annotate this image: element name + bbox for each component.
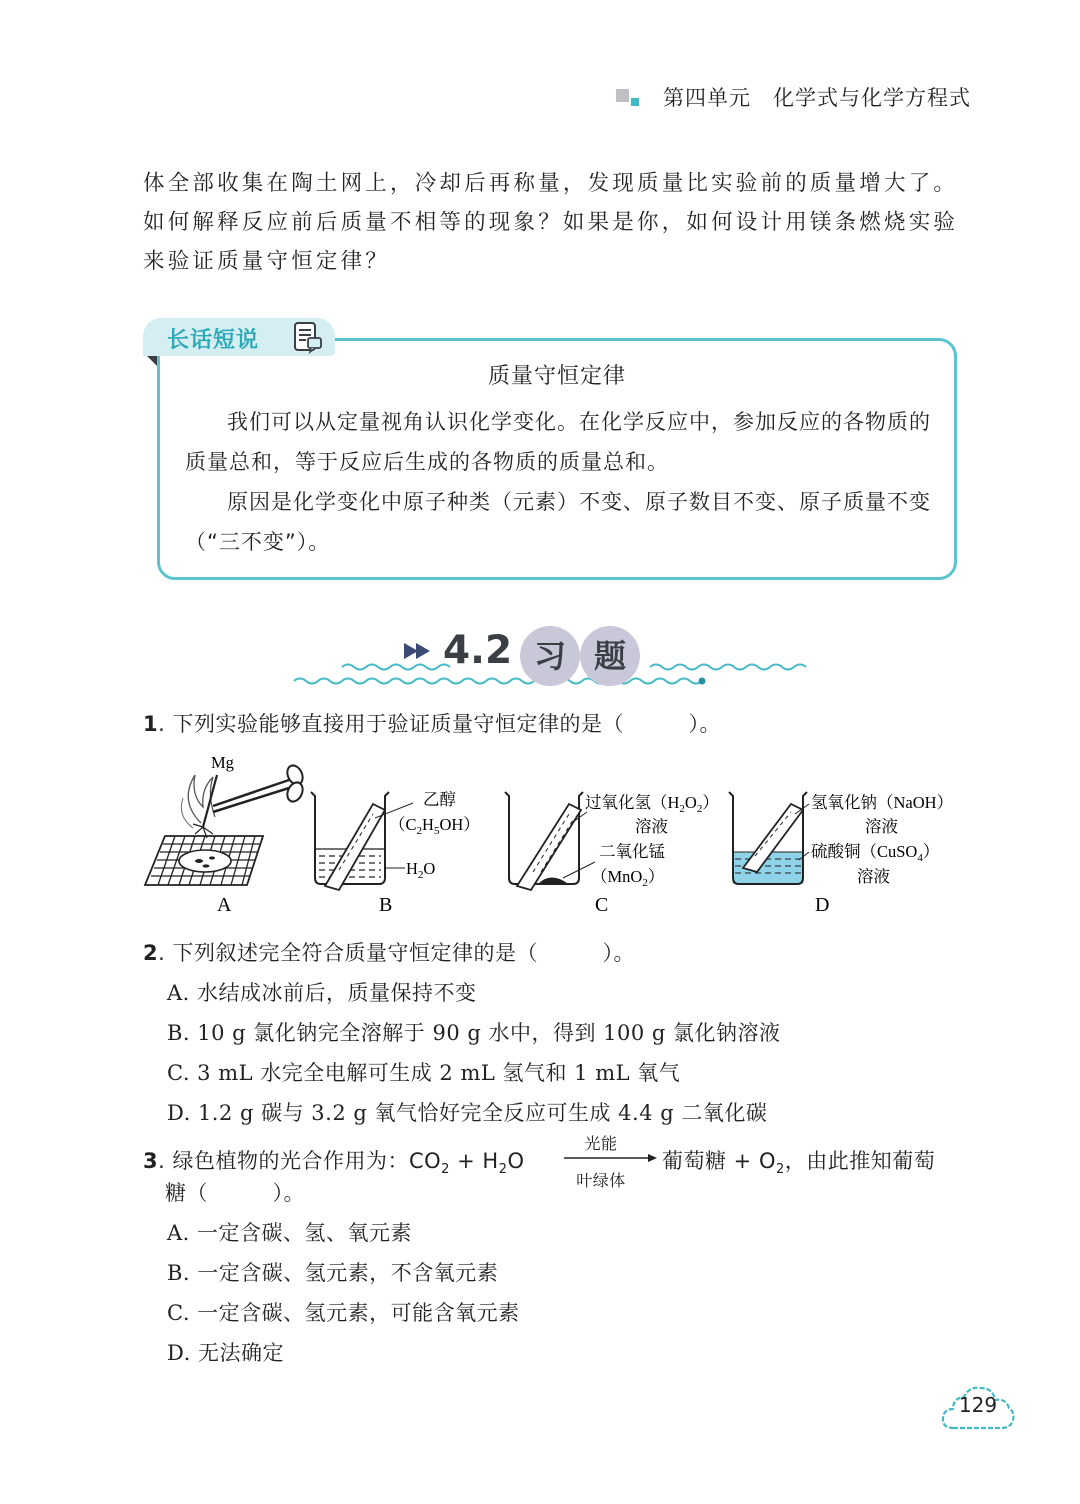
question-3-stem-start: . 绿色植物的光合作用为：CO <box>158 1149 442 1173</box>
question-2-option-d: D. 1.2 g 碳与 3.2 g 氧气恰好完全反应可生成 4.4 g 二氧化碳 <box>167 1101 768 1125</box>
label-mno2-formula: （MnO$_2$） <box>591 867 665 889</box>
label-ethanol-formula: $(C_2H_5OH)$ <box>389 815 480 837</box>
label-cuso4-solution: 溶液 <box>857 867 890 886</box>
question-2 <box>143 937 635 967</box>
question-3-line-1 <box>143 1145 525 1177</box>
question-1-number: 1 <box>143 712 159 736</box>
double-arrow-icon <box>404 641 434 661</box>
question-2-stem: . 下列叙述完全符合质量守恒定律的是（ ）。 <box>158 941 635 965</box>
question-3-option-c: C. 一定含碳、氢元素，可能含氧元素 <box>167 1301 520 1325</box>
question-3-o: O <box>507 1149 525 1173</box>
label-h2o2-solution: 溶液 <box>635 817 668 836</box>
condition-light: 光能 <box>584 1134 618 1153</box>
question-3-option-a: A. 一定含碳、氢、氧元素 <box>167 1221 413 1245</box>
intro-paragraph: 体全部收集在陶土网上，冷却后再称量，发现质量比实验前的质量增大了。如何解释反应前后质量不相等的现象？如果是你，如何设计用镁条燃烧实验来验证质量守恒定律？ <box>143 171 959 274</box>
question-2-number: 2 <box>143 941 159 965</box>
question-2-option-c: C. 3 mL 水完全电解可生成 2 mL 氢气和 1 mL 氧气 <box>167 1061 681 1085</box>
running-header <box>663 82 971 112</box>
label-cuso4: 硫酸铜（CuSO$_4$） <box>811 842 940 864</box>
question-3-number: 3 <box>143 1149 159 1173</box>
label-naoh-solution: 溶液 <box>865 817 898 836</box>
experiment-a <box>145 753 306 885</box>
experiment-figure <box>143 748 973 920</box>
section-char-circle-1 <box>520 626 580 686</box>
summary-title: 质量守恒定律 <box>487 364 626 389</box>
question-3-line-1-end <box>662 1145 935 1177</box>
condition-chlorophyll: 叶绿体 <box>576 1171 626 1190</box>
header-square-gray <box>616 89 629 102</box>
header-unit: 第四单元 <box>663 86 751 110</box>
question-3-plus-h: + H <box>449 1149 499 1173</box>
experiment-d <box>729 792 953 886</box>
label-ethanol: 乙醇 <box>423 790 456 809</box>
experiment-b <box>311 790 480 890</box>
label-h2o2: 过氧化氢$(H_2O_2)$ <box>585 793 719 815</box>
section-char-circle-2 <box>580 626 640 686</box>
reaction-arrow-icon <box>562 1153 658 1163</box>
summary-body <box>185 402 933 562</box>
h2o-subscript: 2 <box>498 1162 508 1178</box>
section-number: 4.2 <box>443 628 513 673</box>
document-icon <box>291 320 325 354</box>
label-mg: Mg <box>211 753 234 772</box>
o2-subscript: 2 <box>775 1162 785 1178</box>
question-3-line-2: 糖（ ）。 <box>165 1181 305 1205</box>
label-c: C <box>595 894 609 916</box>
question-3-product: 葡萄糖 + O <box>662 1149 776 1173</box>
question-1 <box>143 708 721 738</box>
label-water: $H_2O$ <box>406 859 436 881</box>
question-3-option-b: B. 一定含碳、氢元素，不含氧元素 <box>167 1261 499 1285</box>
section-char-2: 题 <box>593 637 626 675</box>
question-2-option-b: B. 10 g 氯化钠完全溶解于 90 g 水中，得到 100 g 氯化钠溶液 <box>167 1021 781 1045</box>
question-3-option-d: D. 无法确定 <box>167 1341 284 1365</box>
co2-subscript: 2 <box>441 1162 450 1178</box>
question-2-option-a: A. 水结成冰前后，质量保持不变 <box>167 981 477 1005</box>
question-3-tail: ，由此推知葡萄 <box>784 1149 936 1173</box>
label-mno2-name: 二氧化锰 <box>599 842 665 861</box>
experiment-c <box>505 792 719 890</box>
label-a: A <box>217 894 232 916</box>
label-naoh: 氢氧化钠（NaOH） <box>811 793 954 812</box>
page-number: 129 <box>958 1393 998 1417</box>
section-char-1: 习 <box>533 637 566 675</box>
label-d: D <box>815 894 830 916</box>
header-chapter-title: 化学式与化学方程式 <box>773 86 971 110</box>
summary-paragraph-1: 我们可以从定量视角认识化学变化。在化学反应中，参加反应的各物质的质量总和，等于反应后生成的各物质的质量总和。 <box>185 410 931 474</box>
header-square-teal <box>631 98 639 106</box>
question-1-stem: . 下列实验能够直接用于验证质量守恒定律的是（ ）。 <box>158 712 721 736</box>
summary-tab-label: 长话短说 <box>167 328 260 353</box>
label-b: B <box>379 894 393 916</box>
summary-paragraph-2: 原因是化学变化中原子种类（元素）不变、原子数目不变、原子质量不变（“三不变”）。 <box>185 490 931 554</box>
